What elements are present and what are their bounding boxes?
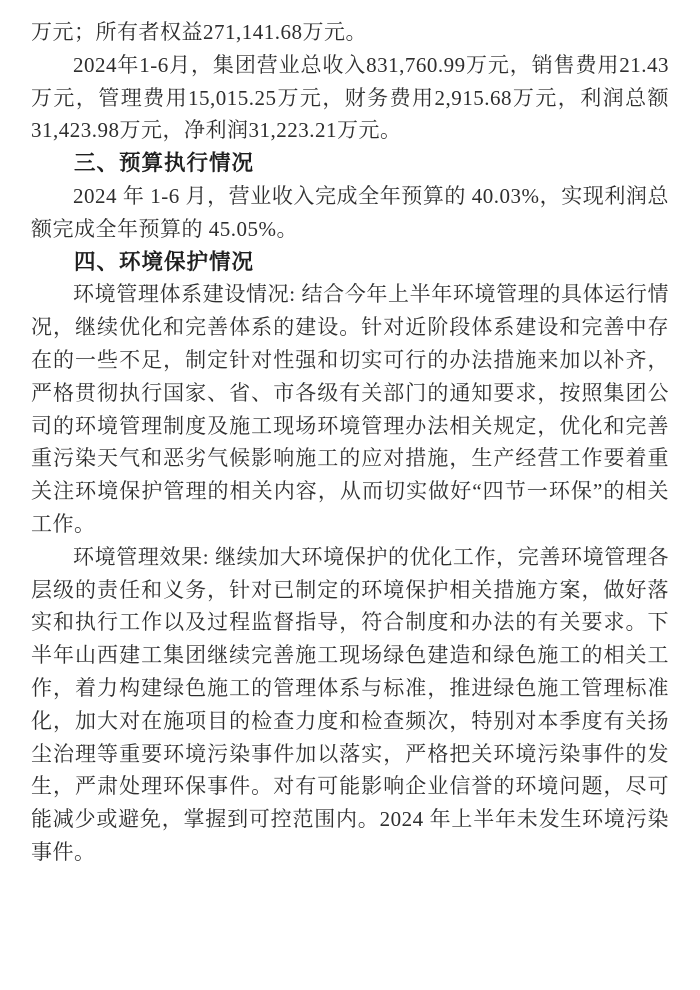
paragraph-environment-management-effect: 环境管理效果: 继续加大环境保护的优化工作，完善环境管理各层级的责任和义务，针对已制定的环境保护相关措施方案，做好落实和执行工作以及过程监督指导，符合制度和办法的有关要求。下半年山西建工集团继续完善施工现场绿色建造和绿色施工的相关工作，着力构建绿色施工的管理体系与标准，推进绿色施工管理标准化，加大对在施项目的检查力度和检查频次，特别对本季度有关扬尘治理等重要环境污染事件加以落实，严格把关环境污染事件的发生，严肃处理环保事件。对有可能影响企业信誉的环境问题，尽可能减少或避免，掌握到可控范围内。2024 年上半年未发生环境污染事件。 <box>31 544 669 864</box>
section-heading-budget-execution: 三、预算执行情况 <box>74 151 255 176</box>
paragraph-owner-equity-continued: 万元；所有者权益271,141.68万元。 <box>31 20 367 44</box>
section-heading-environmental-protection: 四、环境保护情况 <box>74 249 255 274</box>
paragraph-budget-execution: 2024 年 1-6 月，营业收入完成全年预算的 40.03%，实现利润总额完成全年预算的 45.05%。 <box>31 183 669 241</box>
paragraph-environment-management-system: 环境管理体系建设情况: 结合今年上半年环境管理的具体运行情况，继续优化和完善体系的建设。针对近阶段体系建设和完善中存在的一些不足，制定针对性强和切实可行的办法措施来加以补齐，严格贯彻执行国家、省、市各级有关部门的通知要求，按照集团公司的环境管理制度及施工现场环境管理办法相关规定，优化和完善重污染天气和恶劣气候影响施工的应对措施，生产经营工作要着重关注环境保护管理的相关内容，从而切实做好“四节一环保”的相关工作。 <box>31 282 669 536</box>
paragraph-financial-summary: 2024年1-6月，集团营业总收入831,760.99万元，销售费用21.43万元，管理费用15,015.25万元，财务费用2,915.68万元，利润总额31,423.98万元，净利润31,223.21万元。 <box>31 52 669 143</box>
